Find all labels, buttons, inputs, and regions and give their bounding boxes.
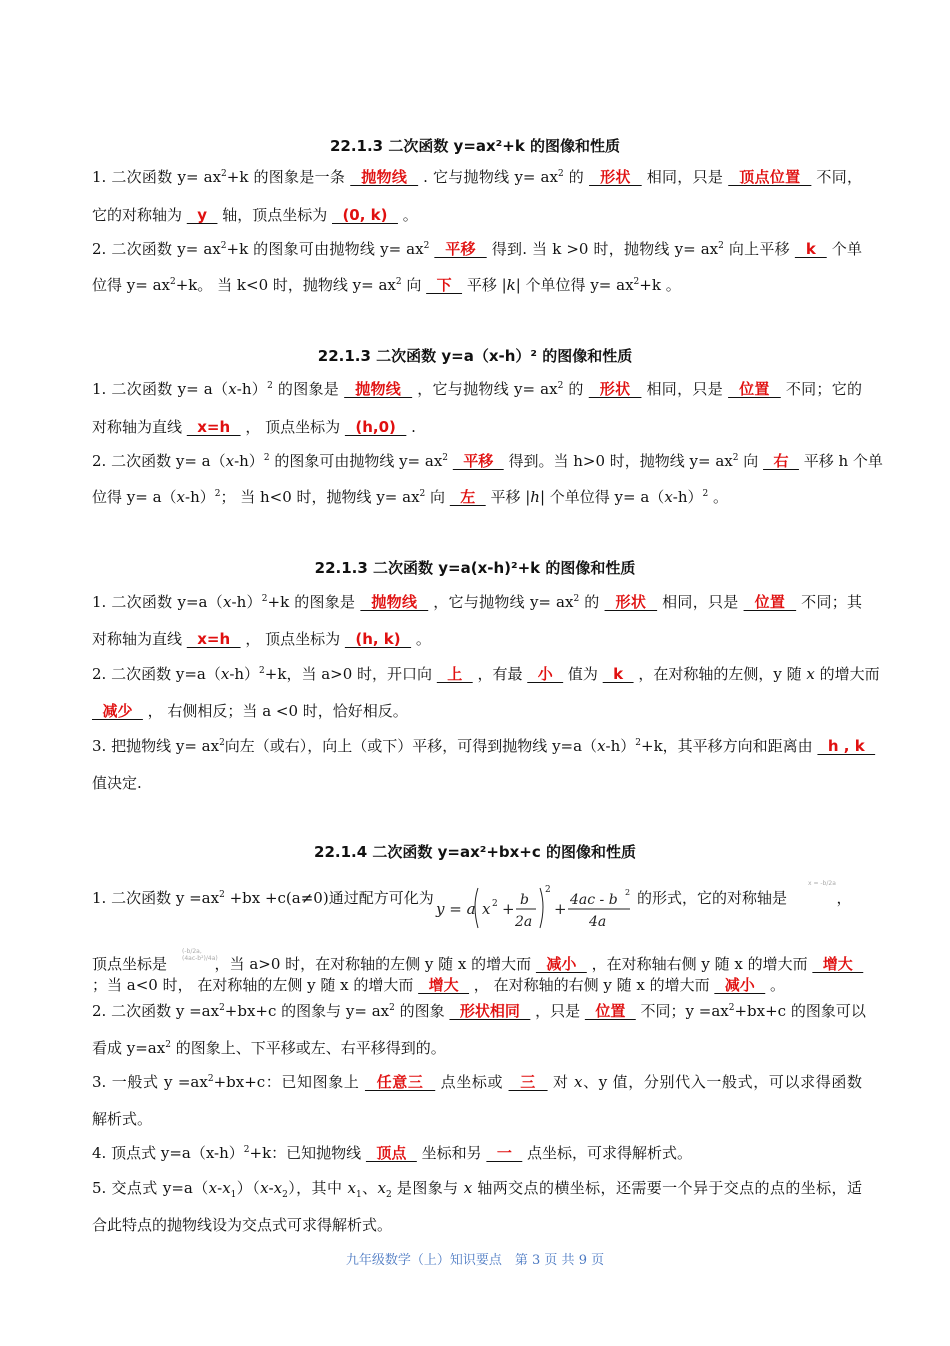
formula-x-exp: 2	[492, 899, 498, 909]
answer: y	[186, 206, 218, 224]
s4-line-1a: 1. 二次函数 $y =ax^2 +bx +c(a\ne 0)$通过配方可化为	[92, 889, 434, 907]
answer: 位置	[728, 380, 781, 398]
s4-line-10: 合此特点的抛物线设为交点式可求得解析式。	[92, 1216, 393, 1234]
vertex-form-formula	[432, 878, 632, 934]
answer: 左	[449, 488, 486, 506]
answer: 一	[486, 1144, 523, 1162]
answer: 减小	[535, 955, 587, 973]
answer: (h, k)	[344, 630, 412, 648]
s2-line-1: 1. 二次函数 $y= a(x-h)^2$ 的图象是 抛物线 ，它与抛物线 $y= ax^2$ 的 形状 相同，只是 位置 不同；它的	[92, 380, 863, 398]
s3-line-3: 2. 二次函数 $y=a(x-h)^2+k$，当 a>0 时，开口向 上 ，有最 小 值为 k ，在对称轴的左侧，y 随 x 的增大而	[92, 665, 880, 683]
answer: 抛物线	[344, 380, 413, 398]
s4-line-9: 5. 交点式 $y=a(x-x_1)(x-x_2)$，其中 $x_1$、$x_2$ 是图象与 x 轴两交点的横坐标，还需要一个异于交点的点的坐标，适	[92, 1179, 862, 1200]
formula-numerator: 4ac - b	[570, 892, 618, 908]
s4-line-7: 解析式。	[92, 1110, 153, 1128]
s3-line-4: 减少 ， 右侧相反；当 a <0 时，恰好相反。	[92, 702, 408, 720]
answer: 增大	[812, 955, 864, 973]
answer: 顶点位置	[728, 168, 812, 186]
section-3-title: 22.1.3 二次函数 y=a(x-h)²+k 的图像和性质	[314, 559, 636, 577]
answer: (h,0)	[344, 418, 407, 436]
s4-line-4: 2. 二次函数 $y =ax^2+bx+c$ 的图象与 $y= ax^2$ 的图象 形状相同 ，只是 位置 不同；$y =ax^2+bx+c$ 的图象可以	[92, 1002, 866, 1020]
answer: k	[794, 240, 827, 258]
section-4-title: 22.1.4 二次函数 y=ax²+bx+c 的图像和性质	[314, 843, 636, 861]
answer: 抛物线	[350, 168, 419, 186]
answer: 上	[436, 665, 473, 683]
answer: 三	[508, 1073, 548, 1091]
formula-plus-1: +	[502, 900, 515, 918]
formula-plus-2: +	[554, 900, 567, 918]
s4-line-1b: 的形式，它的对称轴是 ，	[637, 889, 852, 907]
formula-denominator: 4a	[589, 914, 607, 930]
s2-line-4: 位得 $y= a(x-h)^2$； 当 h<0 时，抛物线 $y= ax^2$ 向 左 平移 |h| 个单位得 $y= a(x-h)^2$ 。	[92, 488, 729, 506]
answer: 平移	[434, 240, 487, 258]
page-footer: 九年级数学（上）知识要点 第 3 页 共 9 页	[345, 1253, 605, 1268]
s1-line-1: 1. 二次函数 $y= ax^2+k$ 的图象是一条 抛物线 . 它与抛物线 $y= ax^2$ 的 形状 相同，只是 顶点位置 不同，	[92, 168, 862, 186]
answer: 形状	[604, 593, 658, 611]
formula-right-paren	[540, 888, 543, 928]
answer: x=h	[186, 630, 241, 648]
formula-outer-exp: 2	[545, 885, 551, 895]
formula-2a: 2a	[515, 914, 533, 930]
s1-line-2: 它的对称轴为 y 轴，顶点坐标为 (0, k) 。	[92, 206, 418, 224]
answer: 减小	[714, 976, 766, 994]
answer: 下	[426, 276, 463, 294]
s3-line-2: 对称轴为直线 x=h ， 顶点坐标为 (h, k) 。	[92, 630, 431, 648]
formula-b: b	[520, 892, 529, 908]
answer: 抛物线	[360, 593, 429, 611]
formula-num-exp: 2	[625, 888, 631, 897]
s3-line-1: 1. 二次函数 $y=a(x-h)^2+k$ 的图象是 抛物线 ，它与抛物线 $y= ax^2$ 的 形状 相同，只是 位置 不同；其	[92, 593, 862, 611]
s1-line-4: 位得 $y= ax^2+k$。 当 k<0 时，抛物线 $y= ax^2$ 向 下 平移 |k| 个单位得 $y= ax^2+k$ 。	[92, 276, 681, 294]
s3-line-5: 3. 把抛物线 $y= ax^2$向左（或右），向上（或下）平移，可得到抛物线 $y=a(x-h)^2+k$，其平移方向和距离由 h , k	[92, 737, 876, 755]
s2-line-2: 对称轴为直线 x=h ， 顶点坐标为 (h,0) .	[92, 418, 416, 436]
formula-lhs: y = a	[436, 900, 476, 918]
answer: 小	[527, 665, 564, 683]
s4-line-2: 顶点坐标是 ，当 a>0 时，在对称轴的左侧 y 随 x 的增大而 减小 ，在对称轴右侧 y 随 x 的增大而 增大	[92, 955, 864, 973]
answer: 任意三	[364, 1073, 436, 1091]
s4-line-8: 4. 顶点式 $y=a(x-h)^2+k$：已知抛物线 顶点 坐标和另 一 点坐标，可求得解析式。	[92, 1144, 693, 1162]
axis-formula-small: x = -b/2a	[808, 880, 836, 887]
answer: 形状	[588, 380, 642, 398]
formula-x: x	[482, 900, 491, 918]
s4-line-3: ；当 a<0 时， 在对称轴的左侧 y 随 x 的增大而 增大 ， 在对称轴的右侧 y 随 x 的增大而 减小 。	[92, 976, 786, 994]
answer: x=h	[186, 418, 241, 436]
answer: 右	[763, 452, 799, 470]
answer: 形状相同	[449, 1002, 531, 1020]
s3-line-6: 值决定.	[92, 774, 142, 792]
answer: 位置	[584, 1002, 636, 1020]
s4-line-5: 看成 $y=ax^2$ 的图象上、下平移或左、右平移得到的。	[92, 1039, 446, 1057]
s1-line-3: 2. 二次函数 $y= ax^2+k$ 的图象可由抛物线 $y= ax^2$ 平移 得到. 当 k >0 时，抛物线 $y= ax^2$ 向上平移 k 个单	[92, 240, 862, 258]
s2-line-3: 2. 二次函数 $y= a(x-h)^2$ 的图象可由抛物线 $y= ax^2$ 平移 得到。当 h>0 时，抛物线 $y= ax^2$ 向 右 平移 h 个单	[92, 452, 883, 470]
answer: 位置	[743, 593, 797, 611]
answer: k	[602, 665, 634, 683]
formula-left-paren	[475, 888, 478, 928]
section-1-title: 22.1.3 二次函数 y=ax²+k 的图像和性质	[329, 137, 621, 155]
answer: 顶点	[365, 1144, 417, 1162]
answer: 增大	[418, 976, 470, 994]
answer: h , k	[817, 737, 876, 755]
s4-line-6: 3. 一般式 $y =ax^2+bx+c$：已知图象上 任意三 点坐标或 三 对 x、y 值，分别代入一般式，可以求得函数	[92, 1073, 863, 1091]
section-2-title: 22.1.3 二次函数 y=a（x-h）² 的图像和性质	[317, 347, 633, 365]
answer: (0, k)	[332, 206, 398, 224]
vertex-formula-small: (-b/2a, (4ac-b²)/4a)	[182, 948, 218, 962]
answer: 减少	[92, 702, 143, 720]
answer: 平移	[452, 452, 504, 470]
answer: 形状	[589, 168, 642, 186]
